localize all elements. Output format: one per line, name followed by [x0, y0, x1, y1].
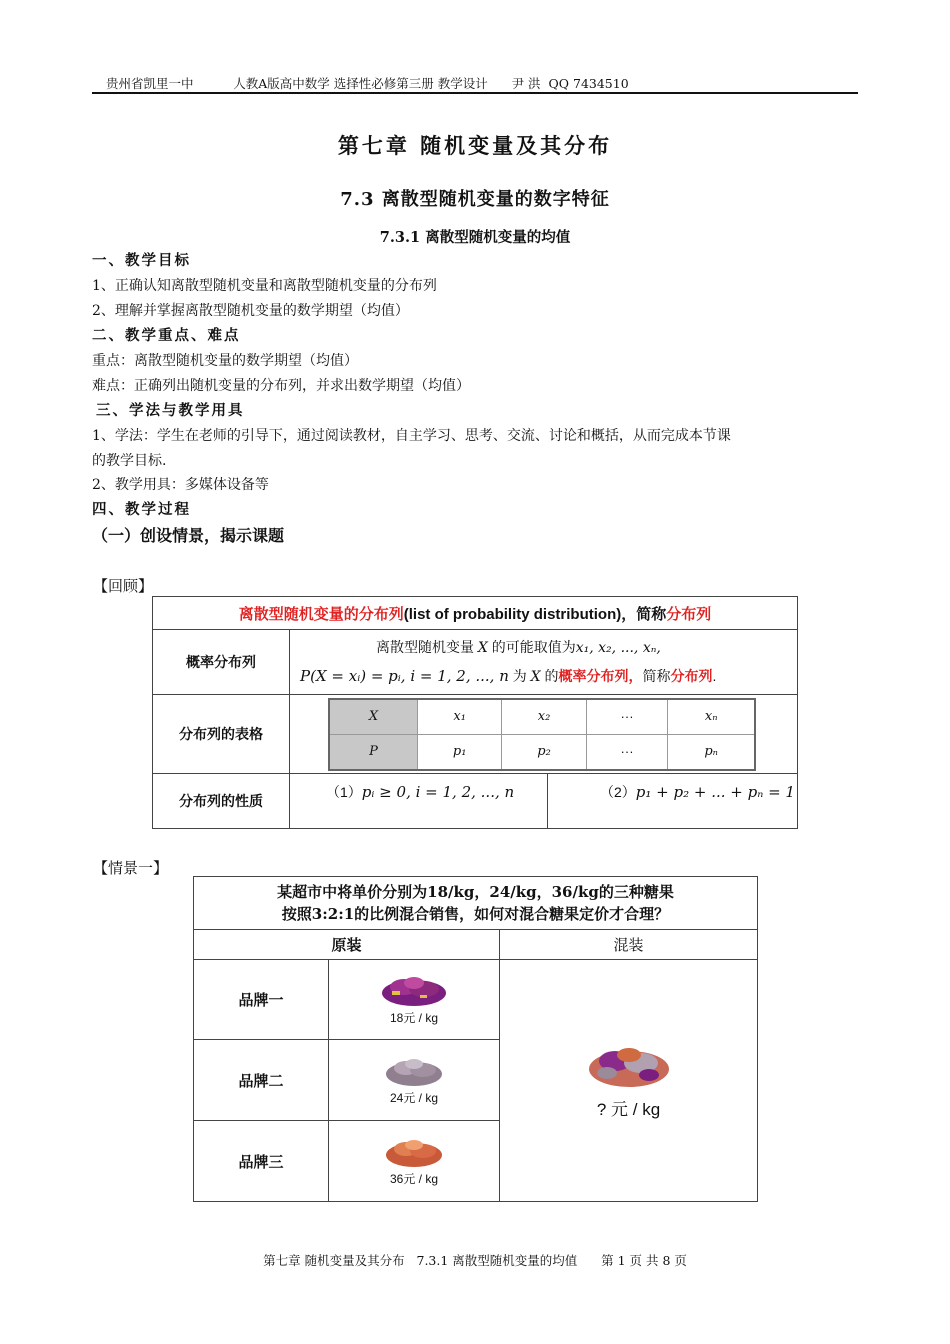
question-line1: 某超市中将单价分别为18/kg，24/kg，36/kg的三种糖果 [277, 882, 674, 901]
prop2-num: （2） [600, 784, 636, 801]
study-method-line1: 1、学法：学生在老师的引导下，通过阅读教材，自主学习、思考、交流、讨论和概括，从而完成本节课 [92, 428, 731, 444]
def-text3: 为 [512, 667, 527, 684]
footer-chapter: 第七章 随机变量及其分布 [263, 1253, 405, 1268]
row-label-prob: 概率分布列 [153, 630, 290, 695]
def-text5: 简称 [642, 667, 671, 684]
brand-1-image [329, 960, 500, 1040]
dist-table [328, 698, 756, 771]
def-formula: P(X = xᵢ) = pᵢ, i = 1, 2, ..., n [300, 666, 509, 685]
scene1-table [193, 876, 758, 1202]
prop-1 [290, 774, 548, 829]
brand-2-price: 24元 / kg [389, 1090, 439, 1105]
def-values: x₁, x₂, ..., xₙ, [575, 640, 661, 656]
dist-table-cell [290, 695, 798, 774]
def-end: . [712, 667, 717, 684]
dist-x-n: xₙ [668, 699, 755, 735]
header-school: 贵州省凯里一中 [106, 76, 194, 91]
goal-item-1: 1、正确认知离散型随机变量和离散型随机变量的分布列 [92, 278, 437, 294]
header-book: 人教A版高中数学 选择性必修第三册 教学设计 [233, 76, 488, 91]
col-mixed: 混装 [500, 930, 758, 960]
prob-definition [290, 630, 798, 695]
page-header [106, 74, 629, 92]
brand-1-price: 18元 / kg [389, 1011, 439, 1025]
subsection-title: 7.3.1 离散型随机变量的均值 [379, 229, 571, 246]
review-title-red1: 离散型随机变量的分布列 [238, 605, 404, 623]
def-text1: 离散型随机变量 [376, 639, 474, 655]
question-line2: 按照3:2:1的比例混合销售，如何对混合糖果定价才合理？ [281, 905, 670, 923]
def-text2: 的可能取值为 [491, 639, 576, 655]
mixed-price: ? 元 / kg [596, 1100, 661, 1119]
col-original: 原装 [194, 930, 500, 960]
brand-2-name: 品牌二 [194, 1040, 329, 1121]
brand-3-image [329, 1121, 500, 1202]
dist-x-header: X [329, 699, 418, 735]
review-label: 【回顾】 [93, 577, 154, 595]
dist-x-1: x₁ [418, 699, 502, 735]
review-title-black: (list of probability distribution)，简称 [403, 605, 667, 623]
chapter-title: 第七章 随机变量及其分布 [337, 133, 613, 158]
review-title [153, 597, 798, 630]
header-qq: QQ 7434510 [548, 76, 629, 91]
header-author: 尹 洪 [511, 76, 541, 91]
dist-p-dots: ··· [586, 734, 668, 770]
focus-point: 重点：离散型随机变量的数学期望（均值） [92, 353, 358, 369]
goal-item-2: 2、理解并掌握离散型随机变量的数学期望（均值） [92, 303, 409, 319]
scene1-question [194, 877, 758, 930]
teaching-tools: 2、教学用具：多媒体设备等 [92, 477, 269, 493]
process-heading: 四、教学过程 [92, 501, 191, 518]
def-text4: 的 [544, 667, 559, 684]
candy-pile-2-icon [384, 1055, 444, 1087]
difficulty-point: 难点：正确列出随机变量的分布列，并求出数学期望（均值） [92, 378, 470, 394]
dist-p-1: p₁ [418, 734, 502, 770]
row-label-props: 分布列的性质 [153, 774, 290, 829]
mixed-candy-pile-icon [587, 1041, 671, 1089]
row-label-table: 分布列的表格 [153, 695, 290, 774]
prop2-formula: p₁ + p₂ + ... + pₙ = 1 [635, 783, 795, 802]
dist-x-2: x₂ [502, 699, 586, 735]
dist-p-2: p₂ [502, 734, 586, 770]
prop1-num: （1） [326, 784, 362, 801]
scene1-label: 【情景一】 [93, 859, 169, 877]
def-red1: 概率分布列， [558, 667, 643, 684]
mixed-cell [500, 960, 758, 1202]
dist-p-header: P [329, 734, 418, 770]
brand-3-price: 36元 / kg [389, 1171, 439, 1186]
page-footer [0, 1251, 950, 1269]
candy-pile-3-icon [384, 1136, 444, 1168]
footer-section: 7.3.1 离散型随机变量的均值 [416, 1253, 578, 1268]
prop1-formula: pᵢ ≥ 0, i = 1, 2, ..., n [361, 783, 515, 802]
review-title-red2: 分布列 [666, 605, 712, 623]
keypoints-heading: 二、教学重点、难点 [92, 327, 241, 344]
def-red2: 分布列 [670, 667, 713, 684]
footer-page: 第 1 页 共 8 页 [601, 1253, 687, 1268]
dist-p-n: pₙ [668, 734, 755, 770]
header-divider [92, 92, 858, 94]
section-title: 7.3 离散型随机变量的数字特征 [340, 189, 610, 210]
review-table [152, 596, 798, 829]
candy-pile-1-icon [380, 973, 448, 1007]
goals-heading: 一、教学目标 [92, 252, 191, 269]
brand-1-name: 品牌一 [194, 960, 329, 1040]
dist-x-dots: ··· [586, 699, 668, 735]
prop-2 [548, 774, 798, 829]
brand-3-name: 品牌三 [194, 1121, 329, 1202]
process-part1: （一）创设情景，揭示课题 [92, 526, 285, 545]
brand-2-image [329, 1040, 500, 1121]
def-var-2: X [530, 668, 541, 685]
study-method-line2: 的教学目标. [92, 453, 167, 469]
methods-heading: 三、学法与教学用具 [96, 402, 245, 419]
def-var: X [477, 640, 488, 656]
